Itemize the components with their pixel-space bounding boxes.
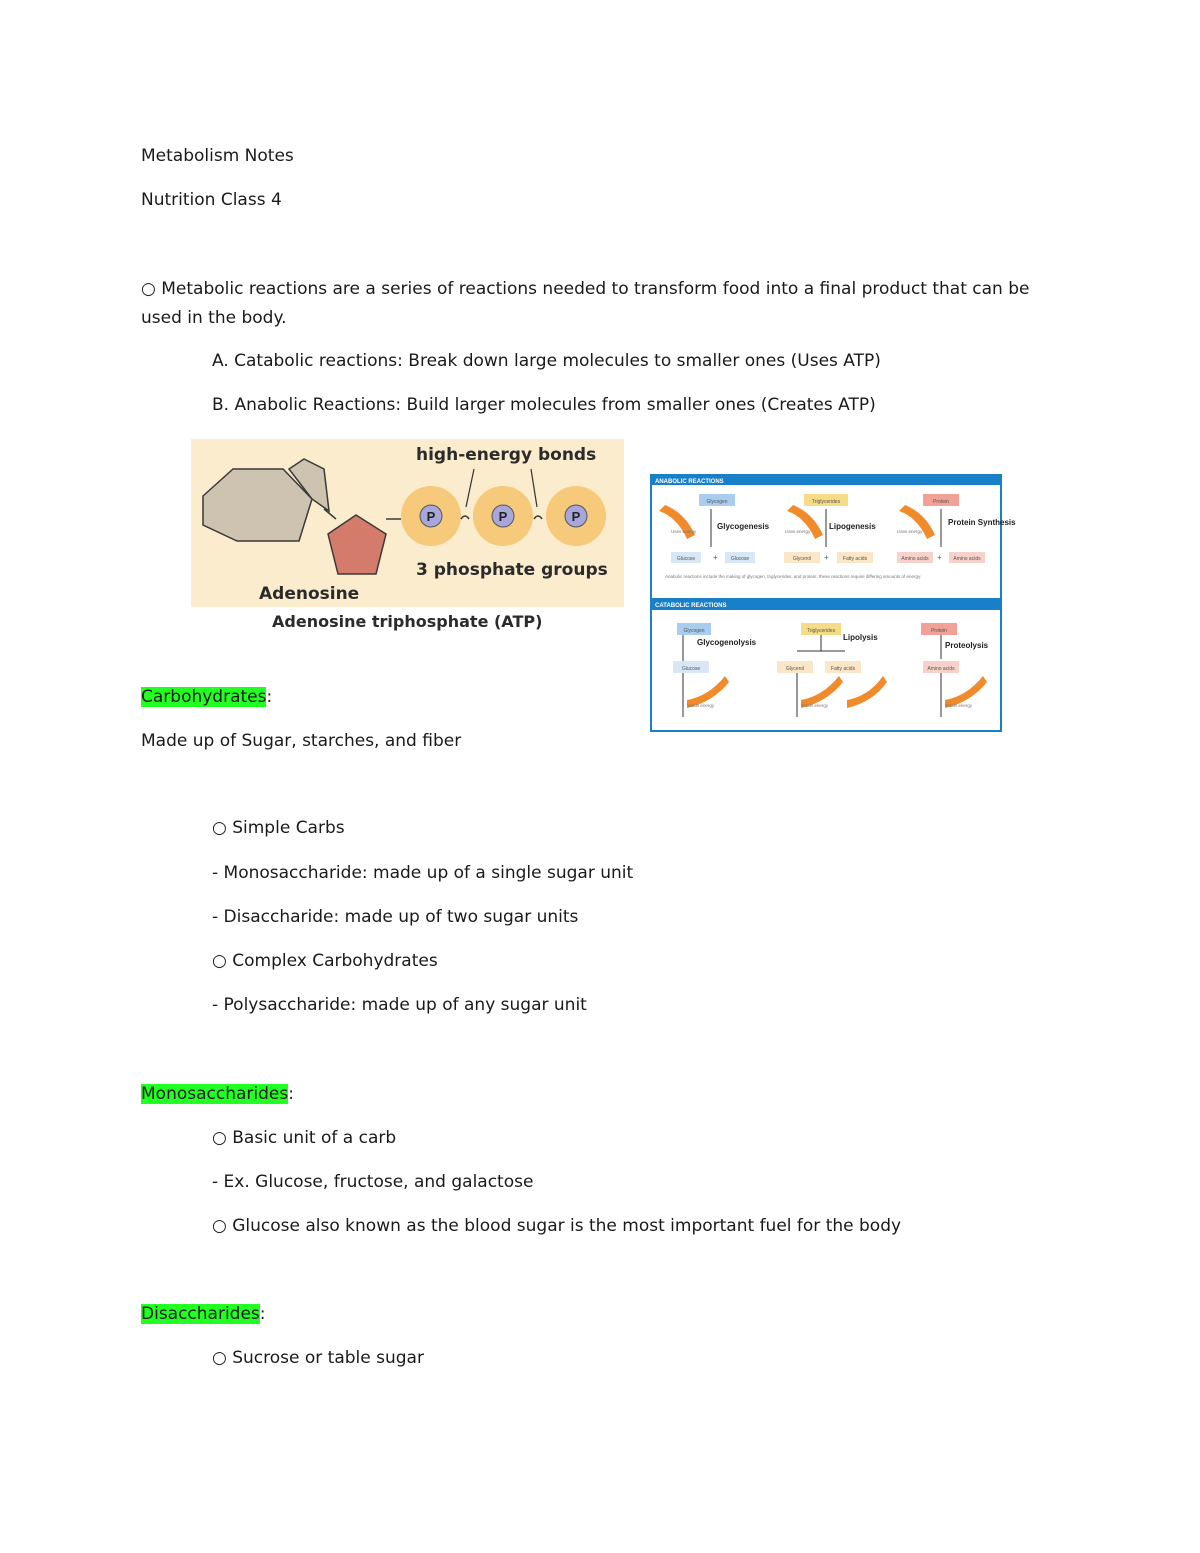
anabolic-item: B. Anabolic Reactions: Build larger molecules from smaller ones (Creates ATP) [212,395,876,415]
catabolic-yields-2: Yields energy [801,703,829,708]
catabolic-product-2a: Glycerol [785,666,805,672]
disaccharide-item: - Disaccharide: made up of two sugar units [212,907,579,927]
monosaccharide-item: - Monosaccharide: made up of a single sugar unit [212,863,634,883]
examples-item: - Ex. Glucose, fructose, and galactose [212,1172,534,1192]
phosphate-symbol-3: P [571,509,581,524]
page-subtitle: Nutrition Class 4 [141,190,282,210]
catabolic-box-2: Triglycerides [806,628,836,634]
anabolic-left-3: Amino acids [901,556,929,562]
monosaccharides-heading: Monosaccharides: [141,1084,294,1104]
anabolic-energy-1: Uses energy [671,529,697,534]
catabolic-process-2: Lipolysis [843,633,878,642]
simple-carbs-item: ○ Simple Carbs [212,818,345,838]
catabolic-yields-3: Yields energy [945,703,973,708]
catabolic-item: A. Catabolic reactions: Break down large molecules to smaller ones (Uses ATP) [212,351,881,371]
carbohydrates-heading: Carbohydrates: [141,687,273,707]
anabolic-energy-3: Uses energy [897,529,923,534]
catabolic-process-1: Glycogenolysis [697,638,757,647]
svg-text:+: + [937,553,942,562]
adenosine-label: Adenosine [259,584,360,604]
atp-caption: Adenosine triphosphate (ATP) [272,612,543,631]
glucose-item: ○ Glucose also known as the blood sugar is the most important fuel for the body [212,1216,902,1236]
basic-unit-item: ○ Basic unit of a carb [212,1128,397,1148]
intro-line-2: used in the body. [141,308,287,328]
high-energy-bonds-label: high-energy bonds [416,445,597,465]
sucrose-item: ○ Sucrose or table sugar [212,1348,424,1368]
disaccharides-heading: Disaccharides: [141,1304,266,1324]
phosphate-symbol-1: P [426,509,436,524]
catabolic-box-3: Protein [931,628,947,634]
anabolic-note: Anabolic reactions include the making of glycogen, triglycerides, and protein; these reactions require differing amounts of energy. [665,574,922,579]
anabolic-right-3: Amino acids [953,556,981,562]
catabolic-yields-1: Yields energy [687,703,715,708]
svg-text:+: + [824,553,829,562]
svg-text:+: + [713,553,718,562]
phosphate-groups-label: 3 phosphate groups [416,560,608,580]
phosphate-symbol-2: P [498,509,508,524]
anabolic-process-1: Glycogenesis [717,522,770,531]
reactions-figure [651,475,1016,731]
anabolic-energy-2: Uses energy [785,529,811,534]
complex-carbs-item: ○ Complex Carbohydrates [212,951,438,971]
carbohydrates-description: Made up of Sugar, starches, and fiber [141,731,462,751]
catabolic-product-1: Glucose [681,666,701,672]
anabolic-header: ANABOLIC REACTIONS [655,479,724,485]
catabolic-box-1: Glycogen [683,628,705,634]
anabolic-box-3: Protein [933,499,949,505]
polysaccharide-item: - Polysaccharide: made up of any sugar unit [212,995,587,1015]
catabolic-header: CATABOLIC REACTIONS [655,603,727,609]
atp-figure [191,439,624,637]
anabolic-process-3: Protein Synthesis [948,518,1016,527]
anabolic-right-1: Glucose [730,556,750,562]
anabolic-box-2: Triglycerides [811,499,841,505]
catabolic-product-2b: Fatty acids [830,666,856,672]
intro-line-1: ○ Metabolic reactions are a series of reactions needed to transform food into a final product that can be [141,279,1030,299]
anabolic-process-2: Lipogenesis [829,522,876,531]
catabolic-product-3: Amino acids [927,666,955,672]
page-title: Metabolism Notes [141,146,294,166]
anabolic-right-2: Fatty acids [842,556,868,562]
anabolic-left-1: Glucose [676,556,696,562]
catabolic-process-3: Proteolysis [945,641,989,650]
anabolic-left-2: Glycerol [792,556,812,562]
anabolic-box-1: Glycogen [706,499,728,505]
